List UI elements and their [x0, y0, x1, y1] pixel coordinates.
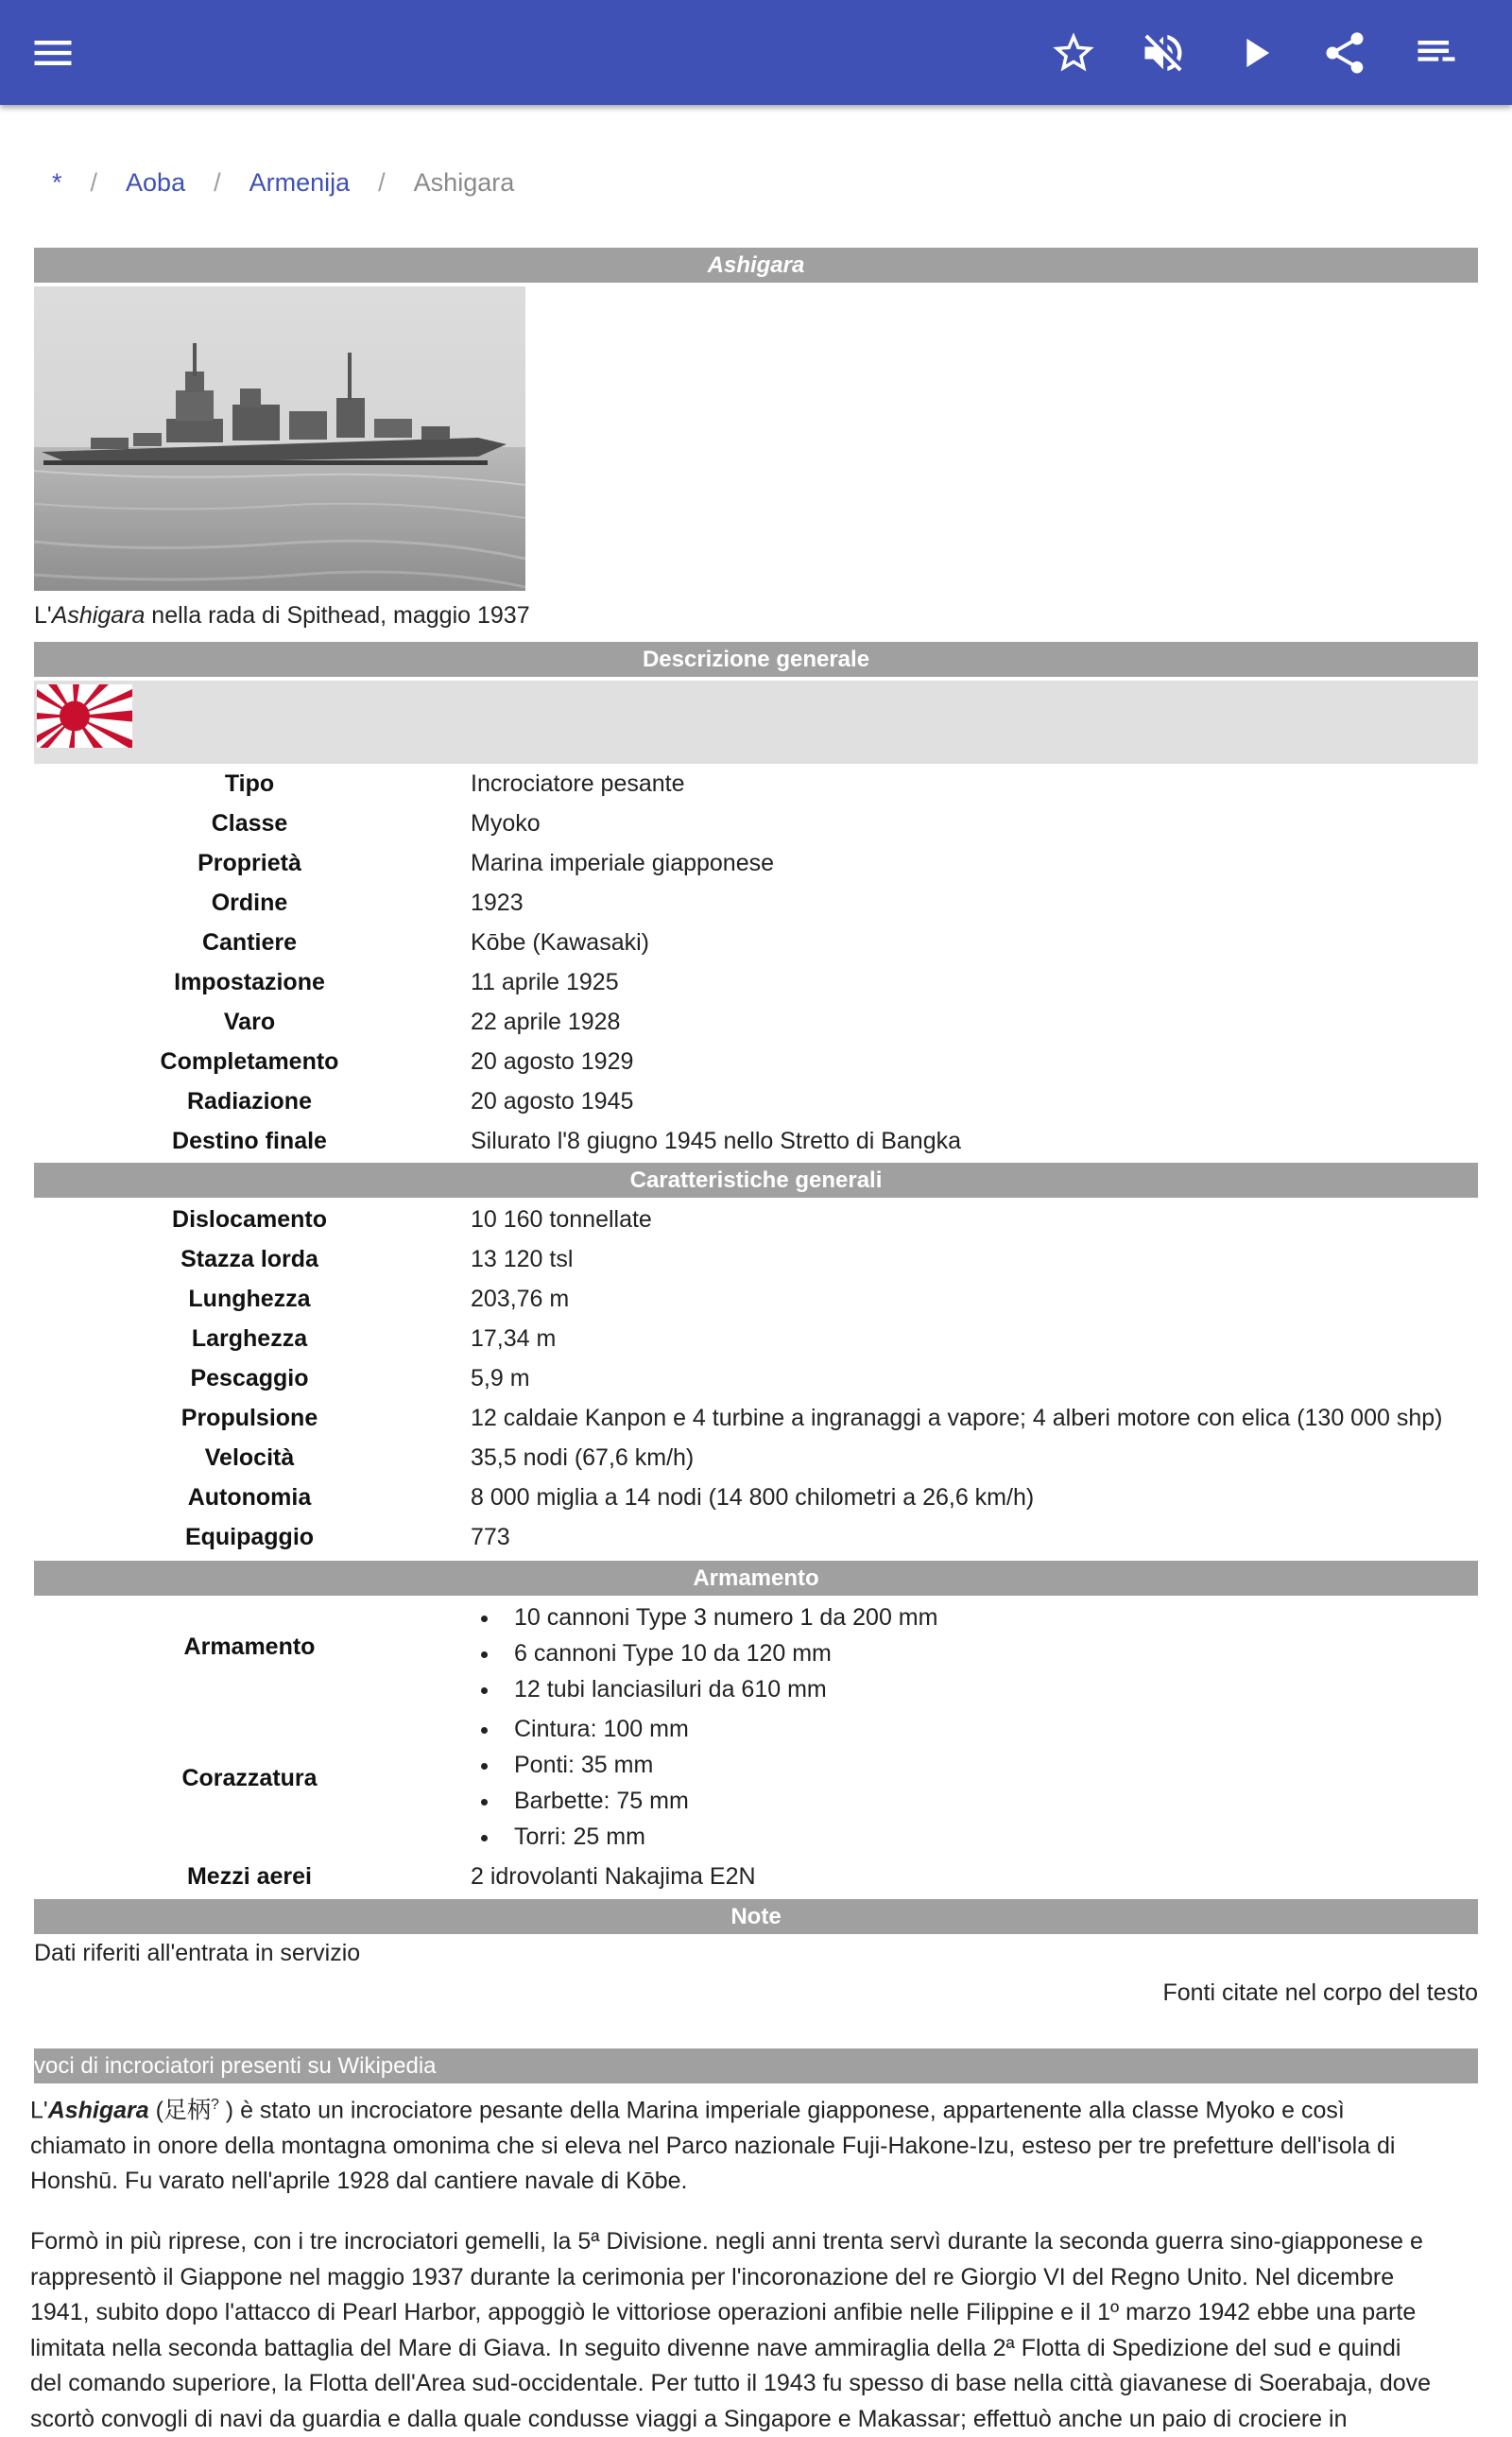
table-row — [34, 1478, 1478, 1517]
row-value: Silurato l'8 giugno 1945 nello Stretto di Bangka — [471, 1121, 961, 1161]
p2-line: Formò in più riprese, con i tre incrociatori gemelli, la 5ª Divisione. negli anni trenta servì durante la seconda guerra sino-giapponese e — [30, 2224, 1486, 2260]
row-label: Destino finale — [34, 1121, 465, 1161]
flag-row — [34, 681, 1478, 764]
article-paragraph-2 — [30, 2224, 1486, 2437]
row-value: 1923 — [471, 883, 524, 923]
table-row — [34, 1081, 1478, 1121]
row-label: Equipaggio — [34, 1517, 465, 1557]
row-value: Myoko — [471, 804, 541, 843]
table-row — [34, 883, 1478, 923]
article-paragraph-1 — [30, 2087, 1486, 2200]
table-row — [34, 1042, 1478, 1081]
infobox-title: Ashigara — [34, 248, 1478, 283]
table-row — [34, 1358, 1478, 1398]
table-row — [34, 764, 1478, 804]
table-row — [34, 804, 1478, 843]
navbox-bar[interactable] — [34, 2048, 1478, 2083]
table-row — [34, 1239, 1478, 1279]
sources-text: Fonti citate nel corpo del testo — [1162, 1979, 1478, 2007]
breadcrumb-aoba[interactable]: Aoba — [126, 168, 185, 198]
table-row — [34, 1517, 1478, 1557]
table-row — [34, 1398, 1478, 1438]
row-label: Radiazione — [34, 1081, 465, 1121]
section-header-armament: Armamento — [34, 1561, 1478, 1596]
row-value: 20 agosto 1929 — [471, 1042, 633, 1081]
caption-text: nella rada di Spithead, maggio 1937 — [145, 602, 529, 629]
breadcrumb-separator: / — [214, 168, 221, 198]
list-item: • 6 cannoni Type 10 da 120 mm — [501, 1635, 937, 1671]
table-row — [34, 1200, 1478, 1239]
caption-ship-name: Ashigara — [52, 602, 146, 629]
row-label: Autonomia — [34, 1478, 465, 1517]
navbox-title: voci di incrociatori presenti su Wikipedia — [34, 2048, 437, 2083]
share-icon[interactable] — [1320, 28, 1369, 78]
row-value: 5,9 m — [471, 1358, 530, 1398]
table-row — [34, 1319, 1478, 1358]
list-item: • Barbette: 75 mm — [501, 1783, 689, 1819]
table-row — [34, 843, 1478, 883]
table-row — [34, 1438, 1478, 1478]
table-row — [34, 1279, 1478, 1319]
row-value: 22 aprile 1928 — [471, 1002, 620, 1042]
breadcrumb-current: Ashigara — [414, 168, 515, 198]
row-label: Velocità — [34, 1438, 465, 1478]
p1-prefix: L' — [30, 2097, 48, 2123]
breadcrumb-root[interactable]: * — [52, 168, 62, 198]
row-value: 203,76 m — [471, 1279, 569, 1319]
list-item: • Ponti: 35 mm — [501, 1747, 689, 1783]
caption-prefix: L' — [34, 602, 52, 629]
row-label: Impostazione — [34, 962, 465, 1002]
section-header-features: Caratteristiche generali — [34, 1163, 1478, 1198]
p1-line-2: chiamato in onore della montagna omonima che si eleva nel Parco nazionale Fuji-Hakone-Izu, esteso per tre prefetture dell'isola di — [30, 2129, 1486, 2165]
list-item: • Cintura: 100 mm — [501, 1711, 689, 1747]
aircraft-label: Mezzi aerei — [34, 1857, 465, 1896]
row-label: Propulsione — [34, 1398, 465, 1438]
armor-label: Corazzatura — [34, 1765, 465, 1792]
app-toolbar — [0, 0, 1512, 105]
armor-list — [471, 1711, 689, 1855]
table-row — [34, 1002, 1478, 1042]
row-value: Kōbe (Kawasaki) — [471, 923, 649, 962]
breadcrumb-separator: / — [378, 168, 386, 198]
playlist-icon[interactable] — [1412, 28, 1461, 78]
p2-line: scortò convogli di navi da guardia e dalla quale condusse viaggi a Singapore e Makassar; effettuò anche un paio di crociere in — [30, 2402, 1486, 2437]
row-value: Marina imperiale giapponese — [471, 843, 774, 883]
breadcrumb-separator: / — [91, 168, 98, 198]
p1-ship-name: Ashigara — [48, 2097, 149, 2123]
row-label: Dislocamento — [34, 1200, 465, 1239]
ship-photo[interactable] — [34, 286, 525, 591]
row-label: Cantiere — [34, 923, 465, 962]
row-value: 12 caldaie Kanpon e 4 turbine a ingranaggi a vapore; 4 alberi motore con elica (130 000 shp) — [471, 1398, 1442, 1438]
p1-line-1: ) è stato un incrociatore pesante della Marina imperiale giapponese, appartenente alla classe Myoko e così — [219, 2097, 1345, 2123]
row-label: Larghezza — [34, 1319, 465, 1358]
row-label: Completamento — [34, 1042, 465, 1081]
row-label: Tipo — [34, 764, 465, 804]
list-item: • 12 tubi lanciasiluri da 610 mm — [501, 1671, 937, 1707]
row-value: 8 000 miglia a 14 nodi (14 800 chilometri a 26,6 km/h) — [471, 1478, 1034, 1517]
row-value: Incrociatore pesante — [471, 764, 685, 804]
table-row — [34, 962, 1478, 1002]
list-item: • Torri: 25 mm — [501, 1819, 689, 1855]
aircraft-value: 2 idrovolanti Nakajima E2N — [471, 1857, 756, 1896]
armament-label: Armamento — [34, 1633, 465, 1661]
p2-line: 1941, subito dopo l'attacco di Pearl Harbor, appoggiò le vittoriose operazioni anfibie nelle Filippine e il 1º marzo 1942 ebbe una parte — [30, 2295, 1486, 2331]
table-row — [34, 1121, 1478, 1161]
row-value: 13 120 tsl — [471, 1239, 573, 1279]
breadcrumb-armenija[interactable]: Armenija — [249, 168, 351, 198]
row-value: 35,5 nodi (67,6 km/h) — [471, 1438, 694, 1478]
row-value: 10 160 tonnellate — [471, 1200, 652, 1239]
mute-icon[interactable] — [1139, 28, 1188, 78]
naval-ensign-flag-icon — [37, 684, 132, 748]
p2-line: rappresentò il Giappone nel maggio 1937 durante la cerimonia per l'incoronazione del re Giorgio VI del Regno Unito. Nel dicembre — [30, 2260, 1486, 2296]
p2-line: limitata nella seconda battaglia del Mare di Giava. In seguito divenne nave ammiraglia della 2ª Flotta di Spedizione del sud e quindi — [30, 2331, 1486, 2367]
hamburger-menu-icon[interactable] — [28, 28, 77, 78]
row-value: 773 — [471, 1517, 510, 1557]
row-label: Ordine — [34, 883, 465, 923]
section-header-general: Descrizione generale — [34, 642, 1478, 677]
p1-kanji: (足柄 — [149, 2097, 211, 2123]
row-label: Classe — [34, 804, 465, 843]
row-label: Lunghezza — [34, 1279, 465, 1319]
row-label: Pescaggio — [34, 1358, 465, 1398]
row-label: Varo — [34, 1002, 465, 1042]
table-row — [34, 923, 1478, 962]
list-item: • 10 cannoni Type 3 numero 1 da 200 mm — [501, 1599, 937, 1635]
p1-line-3: Honshū. Fu varato nell'aprile 1928 dal cantiere navale di Kōbe. — [30, 2164, 1486, 2200]
photo-caption — [34, 602, 530, 630]
star-icon[interactable] — [1049, 28, 1098, 78]
row-value: 17,34 m — [471, 1319, 556, 1358]
note-text: Dati riferiti all'entrata in servizio — [34, 1940, 360, 1967]
row-value: 20 agosto 1945 — [471, 1081, 633, 1121]
p1-pronunciation-link[interactable]: ? — [211, 2097, 219, 2113]
row-label: Stazza lorda — [34, 1239, 465, 1279]
section-header-notes: Note — [34, 1899, 1478, 1934]
p2-line: del comando superiore, la Flotta dell'Area sud-occidentale. Per tutto il 1943 fu spesso di base nella città giavanese di Soerabaja, dove — [30, 2366, 1486, 2402]
aircraft-row — [34, 1857, 1478, 1896]
armament-list — [471, 1599, 937, 1707]
breadcrumb — [52, 168, 514, 198]
row-value: 11 aprile 1925 — [471, 962, 619, 1002]
play-icon[interactable] — [1230, 28, 1280, 78]
row-label: Proprietà — [34, 843, 465, 883]
